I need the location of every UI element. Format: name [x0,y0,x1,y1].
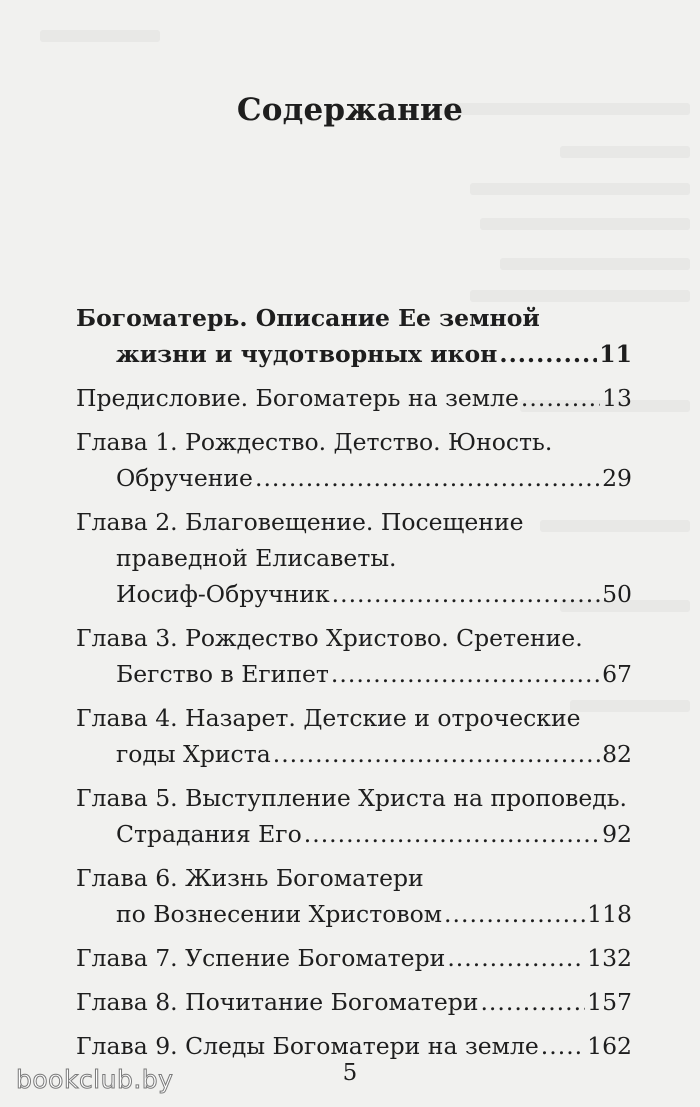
toc-entry-text: Бегство в Египет [116,660,329,688]
toc-entry-final-line [76,656,632,692]
toc-page-number: 132 [587,944,632,972]
toc-entry [76,860,632,932]
toc-entry-text: Иосиф-Обручник [116,580,330,608]
toc-entry-text: годы Христа [116,740,271,768]
toc-entry-line: Глава 2. Благовещение. Посещение [76,508,524,536]
dot-leader [444,896,585,932]
toc-entry-line: Глава 4. Назарет. Детские и отроческие [76,704,581,732]
dot-leader [331,656,600,692]
toc-entry-final-line [76,736,632,772]
toc-entry-final-line [76,460,632,496]
dot-leader [255,460,600,496]
toc-entry [76,300,632,372]
toc-entry [76,380,632,416]
toc-entry [76,700,632,772]
toc-entry [76,504,632,612]
toc-page-number: 67 [602,660,632,688]
toc-entry-line: праведной Елисаветы. [116,544,397,572]
toc-entry [76,1028,632,1064]
toc-entry [76,424,632,496]
toc-page-number: 11 [599,340,632,368]
dot-leader [480,984,585,1020]
toc-entry-line: Богоматерь. Описание Ее земной [76,304,540,332]
dot-leader [521,380,600,416]
toc-page-number: 50 [602,580,632,608]
toc-page-number: 13 [602,384,632,412]
toc-entry-final-line [76,336,632,372]
toc-entry [76,984,632,1020]
toc-entry-text: Предисловие. Богоматерь на земле [76,384,519,412]
toc-page-number: 162 [587,1032,632,1060]
toc-entry-final-line [76,816,632,852]
table-of-contents [76,300,632,1072]
toc-entry-final-line [76,1028,632,1064]
toc-entry-line: Глава 3. Рождество Христово. Сретение. [76,624,583,652]
dot-leader [332,576,600,612]
page-number: 5 [342,1060,358,1086]
toc-entry-final-line [76,984,632,1020]
toc-page-number: 92 [602,820,632,848]
dot-leader [541,1028,585,1064]
watermark: bookclub.by [16,1065,174,1094]
toc-entry [76,620,632,692]
toc-page-number: 82 [602,740,632,768]
toc-entry-final-line [76,940,632,976]
toc-entry-text: Глава 8. Почитание Богоматери [76,988,479,1016]
dot-leader [447,940,585,976]
toc-page-number: 157 [587,988,632,1016]
toc-entry [76,780,632,852]
toc-entry-final-line [76,896,632,932]
toc-entry-line: Глава 6. Жизнь Богоматери [76,864,424,892]
toc-page-number: 29 [602,464,632,492]
toc-entry-text: жизни и чудотворных икон [116,340,498,368]
page-title: Содержание [236,92,464,128]
toc-entry-text: Глава 9. Следы Богоматери на земле [76,1032,539,1060]
toc-entry-text: по Вознесении Христовом [116,900,443,928]
toc-entry-text: Обручение [116,464,253,492]
toc-entry-line: Глава 1. Рождество. Детство. Юность. [76,428,553,456]
dot-leader [273,736,600,772]
toc-entry-line: Глава 5. Выступление Христа на проповедь. [76,784,628,812]
toc-entry-final-line [76,576,632,612]
toc-entry [76,940,632,976]
toc-entry-text: Глава 7. Успение Богоматери [76,944,446,972]
dot-leader [304,816,600,852]
toc-page-number: 118 [587,900,632,928]
dot-leader [499,336,597,372]
toc-entry-final-line [76,380,632,416]
toc-entry-text: Страдания Его [116,820,302,848]
